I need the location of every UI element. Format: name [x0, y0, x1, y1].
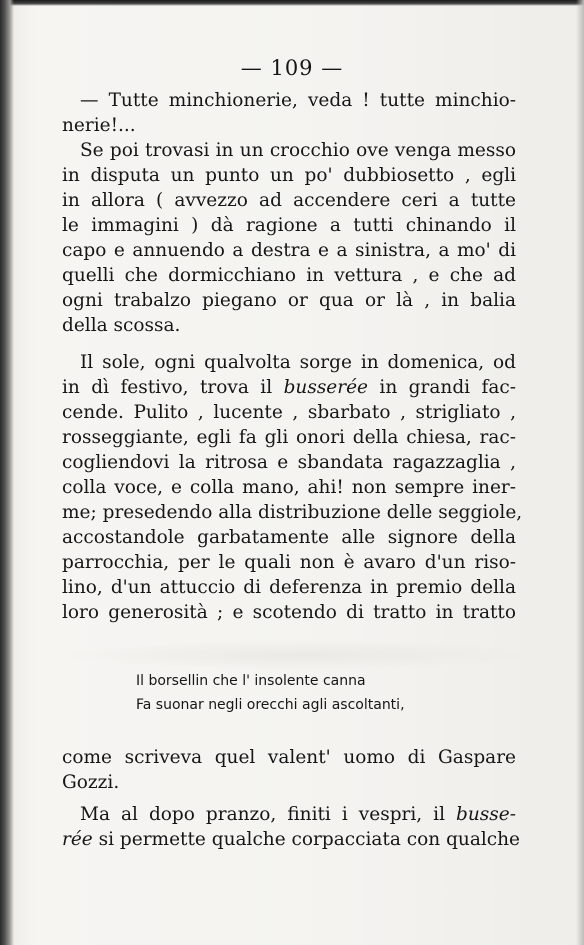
page-number: — 109 —	[240, 56, 344, 80]
verse-quote	[136, 669, 466, 717]
paragraph-line: capo e annuendo a destra e a sinistra, a mo' di	[62, 240, 516, 261]
paragraph-line-with-italic	[62, 802, 516, 827]
paragraph-line: Gozzi.	[62, 772, 120, 793]
verse-line: Fa suonar negli orecchi agli ascoltanti,	[136, 697, 405, 713]
paragraph-line-with-italic	[62, 827, 521, 852]
paragraph-line: in disputa un punto un po' dubbiosetto , egli	[62, 165, 516, 186]
page-right-edge	[576, 0, 584, 945]
paragraph-line: colla voce, e colla mano, ahi! non sempre iner-	[62, 477, 516, 498]
text-block-main	[62, 88, 516, 338]
paper-stain	[62, 640, 532, 670]
paragraph-line: della scossa.	[62, 315, 181, 336]
paragraph-line: Se poi trovasi in un crocchio ove venga messo	[80, 140, 516, 161]
text-run: in dì festivo, trova il	[62, 377, 284, 398]
paragraph-line: parrocchia, per le quali non è avaro d'un riso-	[62, 552, 516, 573]
paragraph-line: ogni trabalzo piegano or qua or là , in balia	[62, 290, 516, 311]
paragraph-line: nerie!...	[62, 115, 136, 136]
book-spine-shadow	[0, 0, 14, 945]
paragraph-line: accostandole garbatamente alle signore della	[62, 527, 516, 548]
paragraph-line: cende. Pulito , lucente , sbarbato , strigliato ,	[62, 402, 516, 423]
text-block-final	[62, 802, 521, 852]
italic-term: busserée	[283, 377, 368, 398]
italic-term: busse-	[456, 804, 516, 825]
paragraph-line: — Tutte minchionerie, veda ! tutte minchio-	[80, 90, 516, 111]
paragraph-line: rosseggiante, egli fa gli onori della chiesa, rac-	[62, 427, 516, 448]
text-block-after-verse	[62, 745, 516, 795]
paragraph-line: me; presedendo alla distribuzione delle seggiole,	[62, 502, 523, 523]
page-top-edge	[0, 0, 584, 6]
paragraph-line: lino, d'un attuccio di deferenza in premio della	[62, 577, 516, 598]
italic-term: rée	[62, 829, 93, 850]
paragraph-line-with-italic	[62, 375, 516, 400]
paragraph-line: in allora ( avvezzo ad accendere ceri a tutte	[62, 190, 516, 211]
text-run: in grandi fac-	[368, 377, 516, 398]
text-block-second	[62, 350, 523, 625]
verse-line: Il borsellin che l' insolente canna	[136, 673, 366, 689]
paragraph-line: loro generosità ; e scotendo di tratto in tratto	[62, 602, 516, 623]
paragraph-line: Il sole, ogni qualvolta sorge in domenica, od	[80, 352, 516, 373]
paragraph-line: come scriveva quel valent' uomo di Gaspare	[62, 747, 516, 768]
text-run: Ma al dopo pranzo, finiti i vespri, il	[80, 804, 457, 825]
text-run: si permette qualche corpacciata con qualche	[92, 829, 521, 850]
paragraph-line: cogliendovi la ritrosa e sbandata ragazzaglia ,	[62, 452, 516, 473]
paragraph-line: quelli che dormicchiano in vettura , e che ad	[62, 265, 516, 286]
paragraph-line: le immagini ) dà ragione a tutti chinando il	[62, 215, 516, 236]
